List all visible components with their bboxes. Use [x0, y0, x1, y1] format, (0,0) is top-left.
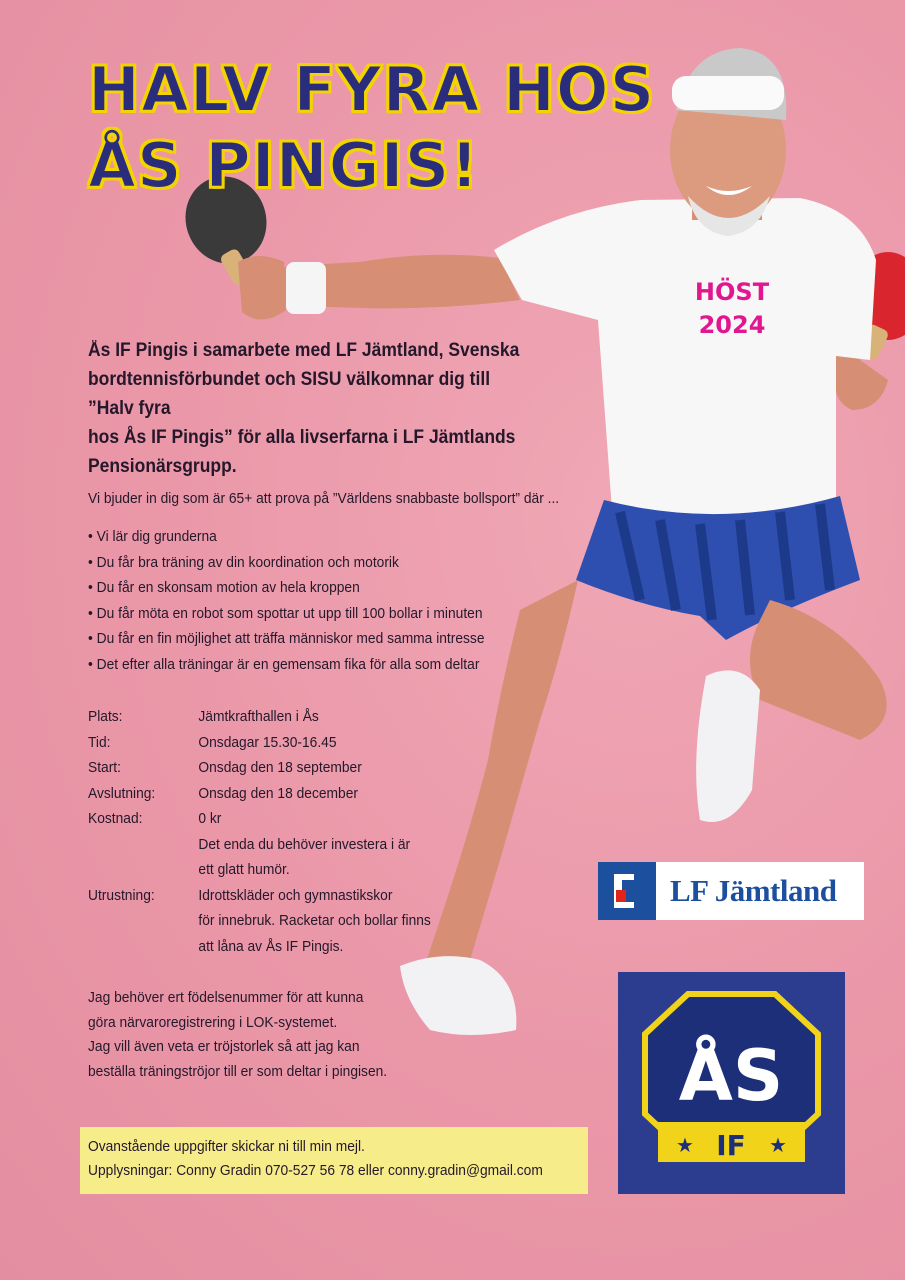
svg-text:★: ★: [676, 1133, 694, 1157]
list-item: • Du får bra träning av din koordination och motorik: [88, 550, 566, 576]
list-item: • Du får en skonsam motion av hela kroppen: [88, 575, 566, 601]
detail-value: [198, 806, 474, 883]
as-logo-letters: ÅS: [678, 1035, 784, 1117]
list-item: • Du får en fin möjlighet att träffa människor med samma intresse: [88, 626, 566, 652]
benefit-list: [88, 524, 566, 677]
lf-logo-text: LF Jämtland: [670, 873, 837, 908]
svg-text:★: ★: [769, 1133, 787, 1157]
title-line-1: HALV FYRA HOS: [88, 53, 656, 126]
detail-label: Tid:: [88, 733, 111, 751]
detail-row-gear: [88, 883, 474, 960]
event-details: [88, 704, 474, 959]
intro-paragraph: [88, 336, 530, 481]
list-item: • Det efter alla träningar är en gemensam fika för alla som deltar: [88, 652, 566, 678]
detail-label: Utrustning:: [88, 886, 155, 904]
season-badge-line-2: 2024: [698, 311, 766, 339]
detail-value: Onsdag den 18 september: [198, 759, 362, 776]
detail-value: Onsdagar 15.30-16.45: [198, 733, 337, 751]
note-line: Jag vill även veta er tröjstorlek så att jag kan: [88, 1038, 360, 1055]
detail-label: Kostnad:: [88, 810, 143, 827]
note-line: Jag behöver ert födelsenummer för att kunna: [88, 989, 364, 1006]
detail-label: Avslutning:: [88, 784, 156, 802]
list-item: • Du får möta en robot som spottar ut upp till 100 bollar i minuten: [88, 601, 566, 627]
as-logo-sub: IF: [716, 1129, 746, 1162]
intro-line: Pensionärsgrupp.: [88, 456, 237, 477]
lf-jamtland-logo: [598, 862, 864, 920]
detail-row-cost: [88, 806, 474, 883]
gear-line: att låna av Ås IF Pingis.: [198, 937, 344, 955]
detail-row-place: [88, 704, 474, 730]
contact-line: Ovanstående uppgifter skickar ni till min mejl.: [88, 1138, 365, 1155]
season-badge-line-1: HÖST: [694, 278, 770, 306]
detail-label: Plats:: [88, 708, 123, 725]
contact-box: [80, 1127, 588, 1194]
detail-label: Start:: [88, 759, 121, 776]
poster-title: [88, 52, 728, 204]
detail-value: Jämtkrafthallen i Ås: [198, 708, 319, 725]
cost-note: ett glatt humör.: [198, 861, 290, 878]
as-if-logo: [618, 972, 845, 1194]
as-if-crest-icon: [618, 972, 845, 1194]
cost-note: Det enda du behöver investera i är: [198, 835, 411, 853]
note-line: göra närvaroregistrering i LOK-systemet.: [88, 1013, 338, 1031]
contact-line: Upplysningar: Conny Gradin 070-527 56 78 eller conny.gradin@gmail.com: [88, 1162, 543, 1179]
intro-line: bordtennisförbundet och SISU välkomnar dig till ”Halv fyra: [88, 369, 491, 419]
intro-line: Ås IF Pingis i samarbete med LF Jämtland, Svenska: [88, 340, 520, 361]
intro-line: hos Ås IF Pingis” för alla livserfarna i LF Jämtlands: [88, 427, 516, 448]
detail-value: Onsdag den 18 december: [198, 784, 358, 802]
detail-row-end: [88, 781, 474, 807]
contact-text: [88, 1135, 541, 1183]
detail-value: [198, 883, 474, 960]
list-item: • Vi lär dig grunderna: [88, 524, 566, 550]
registration-note: [88, 986, 456, 1084]
season-badge: [690, 276, 774, 342]
note-line: beställa träningströjor till er som deltar i pingisen.: [88, 1062, 388, 1080]
title-line-2: ÅS PINGIS!: [88, 129, 480, 202]
detail-row-start: [88, 755, 474, 781]
detail-row-time: [88, 730, 474, 756]
lf-mark-icon: [598, 862, 656, 920]
offer-text: Vi bjuder in dig som är 65+ att prova på ”Världens snabbaste bollsport” där ...: [88, 490, 560, 507]
gear-line: för innebruk. Racketar och bollar finns: [198, 912, 431, 929]
gear-line: Idrottskläder och gymnastikskor: [198, 886, 393, 904]
cost-value: 0 kr: [198, 810, 222, 827]
